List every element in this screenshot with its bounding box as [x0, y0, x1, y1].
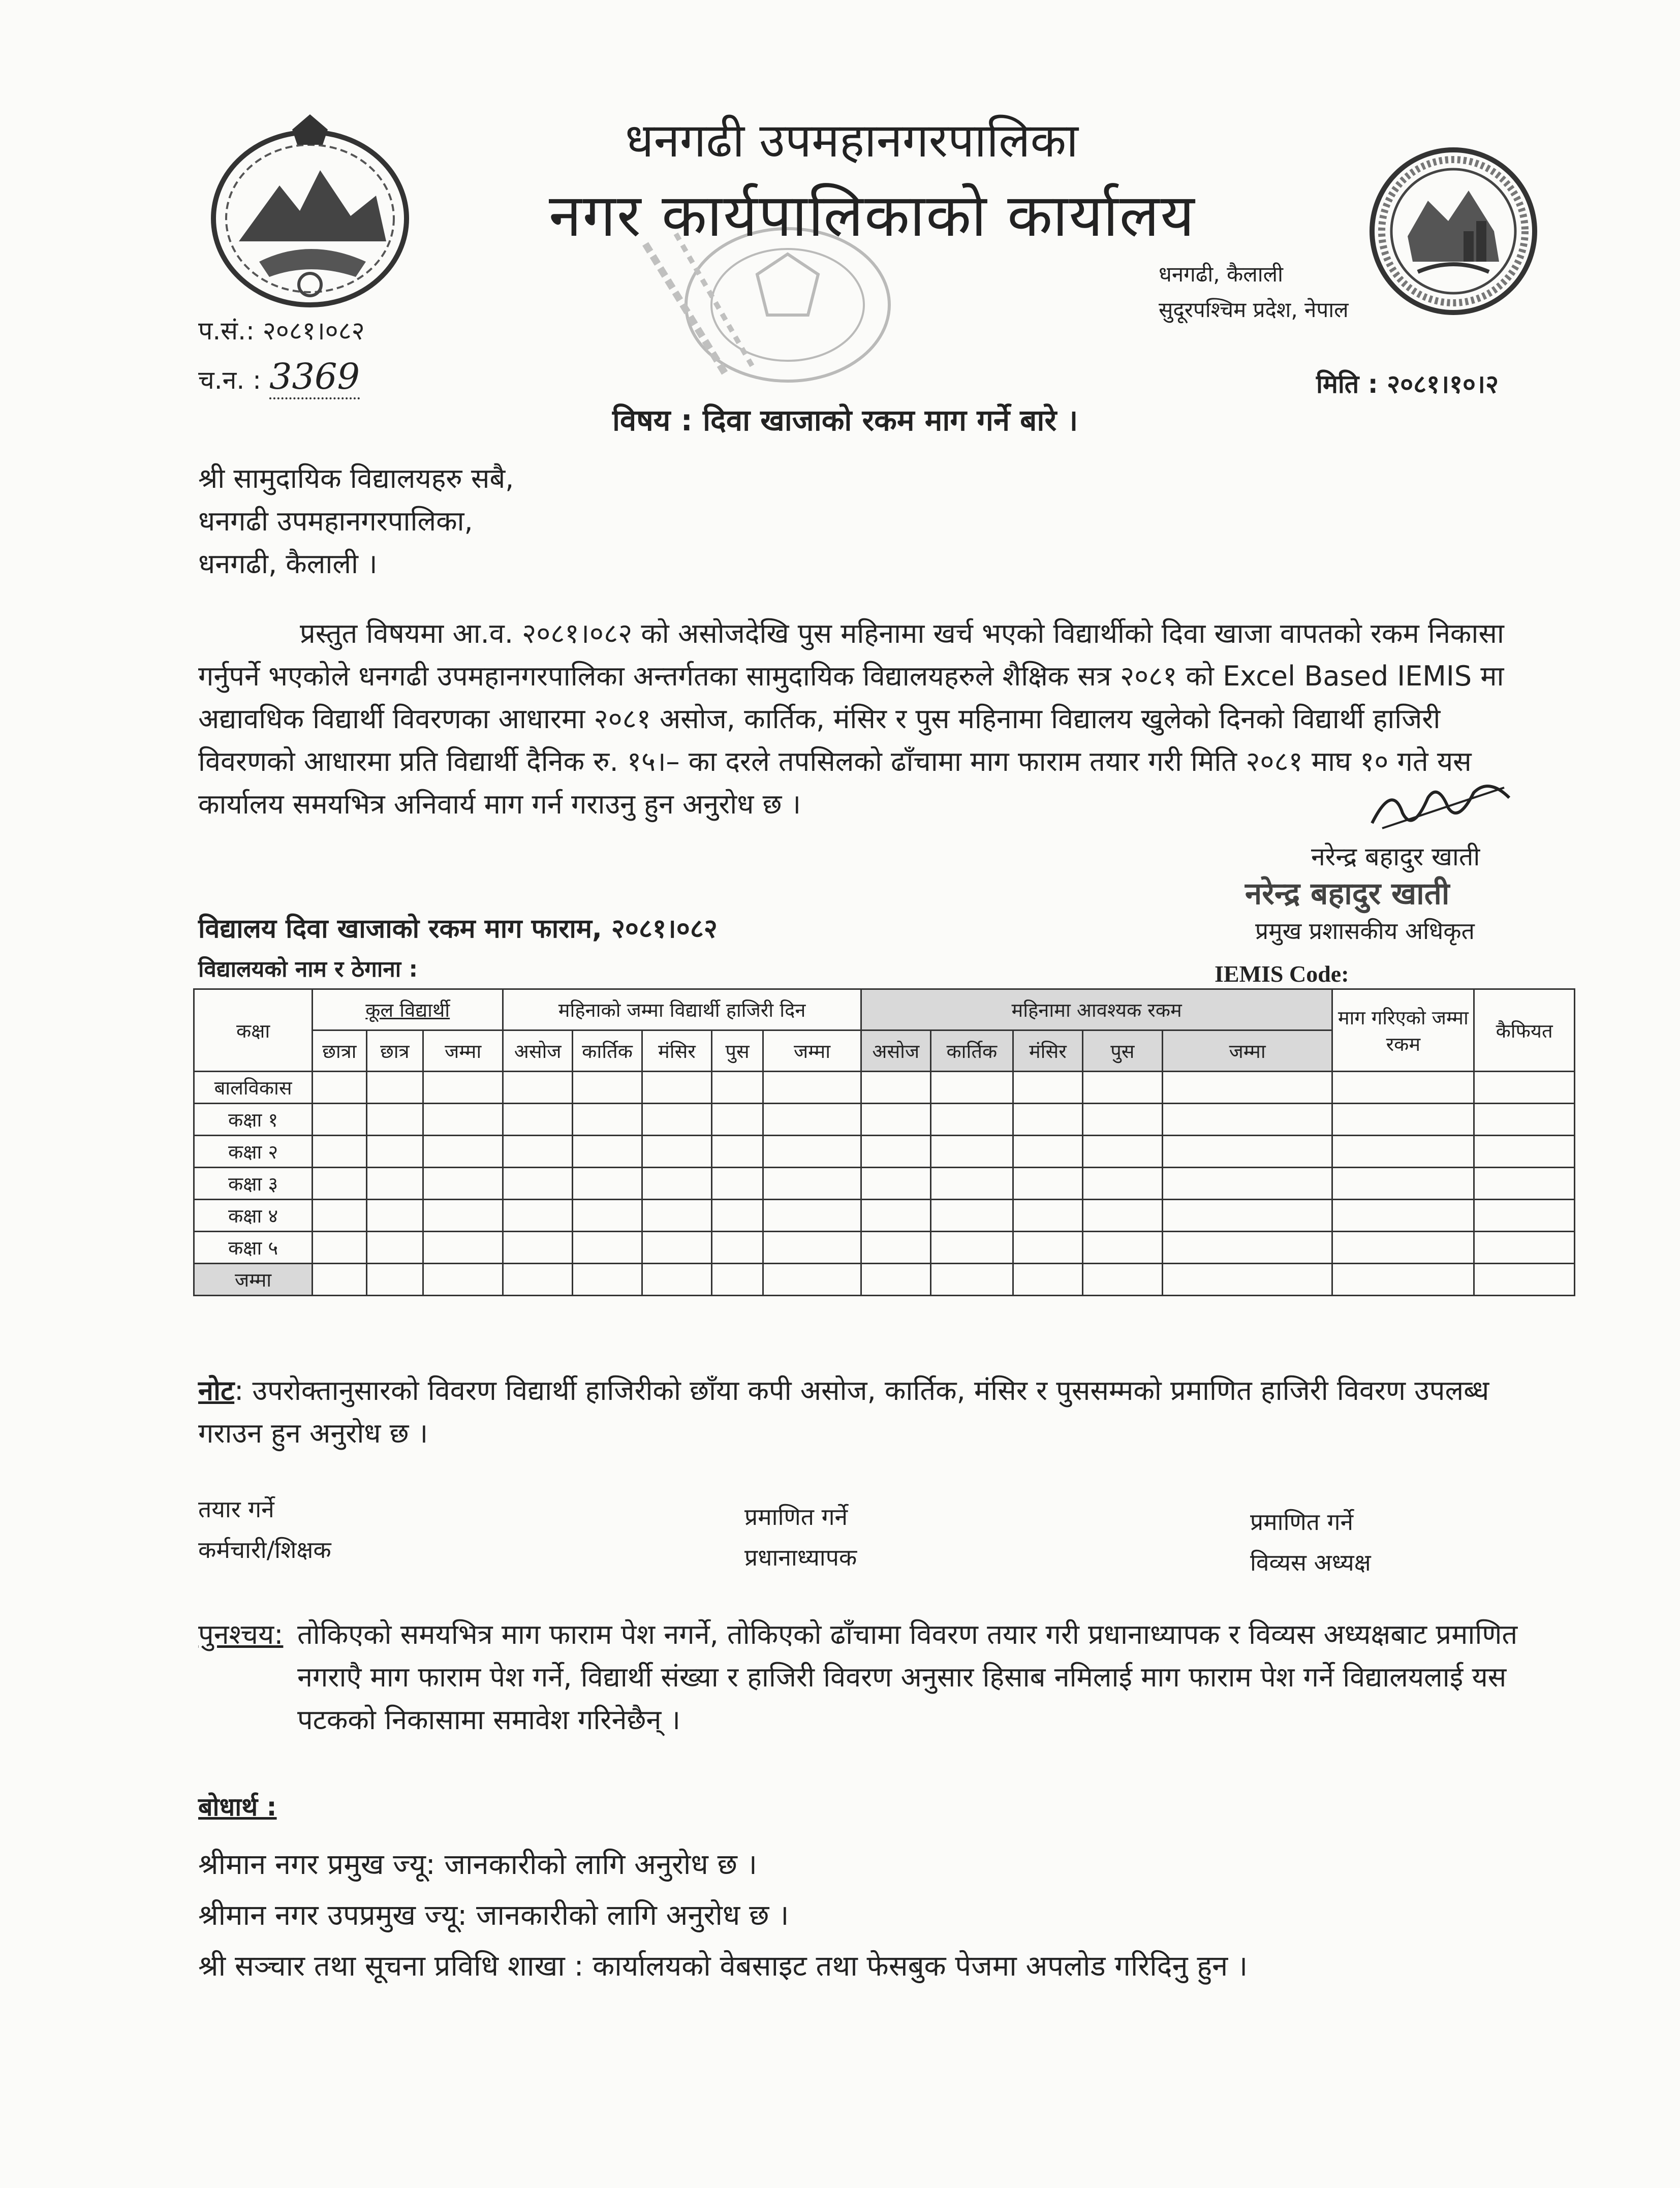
- recipient-block: [198, 457, 514, 585]
- header-required-amount: महिनामा आवश्यक रकम: [861, 989, 1332, 1030]
- note-block: [198, 1369, 1570, 1455]
- school-name-label: विद्यालयको नाम र ठेगाना :: [198, 956, 418, 982]
- body-line: विवरणको आधारमा प्रति विद्यार्थी दैनिक रु. १५।– का दरले तपसिलको ढाँचामा माग फाराम तयार गरी मिति २०८१ माघ १० गते यस: [198, 745, 1472, 777]
- body-line: प्रस्तुत विषयमा आ.व. २०८१।०८२ को असोजदेखि पुस महिनामा खर्च भएको विद्यार्थीको दिवा खाजा वापतको रकम निकासा: [300, 617, 1504, 649]
- note-label: नोट: [198, 1374, 235, 1406]
- postscript-block: [297, 1613, 1568, 1741]
- sign-block-smc-chair: [1250, 1502, 1371, 1583]
- cc-label: बोधार्थ :: [198, 1792, 277, 1822]
- header-demand-total: माग गरिएको जम्मा रकम: [1332, 989, 1474, 1072]
- subheader-asoj: असोज: [503, 1030, 573, 1072]
- subheader-mangsir: मंसिर: [642, 1030, 711, 1072]
- body-line: गर्नुपर्ने भएकोले धनगढी उपमहानगरपालिका अन्तर्गतका सामुदायिक विद्यालयहरुले शैक्षिक सत्र २०८१ को Excel Based IEMIS मा: [198, 660, 1504, 692]
- recipient-line: धनगढी उपमहानगरपालिका,: [198, 505, 473, 537]
- sign-title: विव्यस अध्यक्ष: [1250, 1549, 1371, 1576]
- header-attendance-days: महिनाको जम्मा विद्यार्थी हाजिरी दिन: [503, 989, 861, 1030]
- sign-role: तयार गर्ने: [198, 1495, 274, 1523]
- office-name: नगर कार्यपालिकाको कार्यालय: [549, 181, 1196, 250]
- address-line-1: धनगढी, कैलाली: [1159, 262, 1283, 287]
- address-line-2: सुदूरपश्चिम प्रदेश, नेपाल: [1159, 297, 1349, 322]
- row-label: कक्षा १: [194, 1104, 313, 1136]
- header-total-students: कूल विद्यार्थी: [313, 989, 503, 1030]
- header-class: कक्षा: [194, 989, 313, 1072]
- postscript-line: पटकको निकासामा समावेश गरिनेछैन् ।: [297, 1704, 680, 1736]
- subheader-poush: पुस: [711, 1030, 763, 1072]
- row-label: कक्षा ४: [194, 1200, 313, 1232]
- sign-block-headteacher: [744, 1496, 857, 1578]
- row-label: कक्षा ३: [194, 1168, 313, 1200]
- row-label-total: जम्मा: [194, 1264, 313, 1296]
- note-line: गराउन हुन अनुरोध छ ।: [198, 1417, 428, 1449]
- body-line: कार्यालय समयभित्र अनिवार्य माग गर्न गराउनु हुन अनुरोध छ ।: [198, 788, 801, 820]
- dispatch-number-handwritten: 3369: [269, 356, 360, 399]
- iemis-code-label: IEMIS Code:: [1215, 961, 1349, 987]
- signatory-title: प्रमुख प्रशासकीय अधिकृत: [1255, 917, 1475, 945]
- subheader-boys: छात्र: [366, 1030, 423, 1072]
- table-row: [194, 1072, 1575, 1104]
- postscript-line: नगराएै माग फाराम पेश गर्ने, विद्यार्थी संख्या र हाजिरी विवरण अनुसार हिसाब नमिलाई माग फाराम पेश गर्ने विद्यालयलाई यस: [297, 1661, 1507, 1693]
- sign-role: प्रमाणित गर्ने: [1250, 1508, 1354, 1536]
- municipality-logo-icon: [1367, 145, 1540, 318]
- subheader-girls: छात्रा: [313, 1030, 366, 1072]
- subheader-days-total: जम्मा: [763, 1030, 861, 1072]
- form-title: विद्यालय दिवा खाजाको रकम माग फाराम, २०८१।०८२: [198, 914, 718, 944]
- subheader-amount-total: जम्मा: [1162, 1030, 1332, 1072]
- demand-form-table: [193, 988, 1575, 1296]
- row-label: बालविकास: [194, 1072, 313, 1104]
- letter-date: मिति : २०८१।१०।२: [1316, 369, 1499, 399]
- subheader-total: जम्मा: [423, 1030, 503, 1072]
- recipient-line: धनगढी, कैलाली ।: [198, 548, 378, 580]
- subject-line: विषय : दिवा खाजाको रकम माग गर्ने बारे ।: [612, 403, 1078, 437]
- note-line: : उपरोक्तानुसारको विवरण विद्यार्थी हाजिरीको छाँया कपी असोज, कार्तिक, मंसिर र पुससम्मको प्रमाणित हाजिरी विवरण उपलब्ध: [234, 1374, 1489, 1406]
- row-label: कक्षा ५: [194, 1232, 313, 1264]
- signature-icon: [1362, 777, 1525, 838]
- table-row: [194, 1168, 1575, 1200]
- subheader-amount-asoj: असोज: [861, 1030, 930, 1072]
- cc-line: श्री सञ्चार तथा सूचना प्रविधि शाखा : कार्यालयको वेबसाइट तथा फेसबुक पेजमा अपलोड गरिदिनु हुन ।: [198, 1950, 1248, 1983]
- dispatch-label: च.न. :: [198, 365, 262, 395]
- header-remarks: कैफियत: [1474, 989, 1575, 1072]
- subheader-kartik: कार्तिक: [573, 1030, 642, 1072]
- signatory-name-stamp: नरेन्द्र बहादुर खाती: [1245, 876, 1450, 912]
- table-row-total: [194, 1264, 1575, 1296]
- cc-line: श्रीमान नगर उपप्रमुख ज्यू: जानकारीको लागि अनुरोध छ ।: [198, 1899, 789, 1932]
- table-row: [194, 1104, 1575, 1136]
- sign-title: प्रधानाध्यापक: [744, 1544, 857, 1571]
- recipient-line: श्री सामुदायिक विद्यालयहरु सबै,: [198, 462, 514, 494]
- postscript-label: पुनश्चय:: [198, 1618, 284, 1650]
- subheader-amount-mangsir: मंसिर: [1013, 1030, 1082, 1072]
- municipality-name: धनगढी उपमहानगरपालिका: [625, 113, 1078, 168]
- subheader-amount-poush: पुस: [1082, 1030, 1162, 1072]
- reference-number: प.सं.: २०८१।०८२: [198, 316, 365, 346]
- cc-line: श्रीमान नगर प्रमुख ज्यू: जानकारीको लागि अनुरोध छ ।: [198, 1848, 757, 1881]
- table-row: [194, 1232, 1575, 1264]
- table-row: [194, 1200, 1575, 1232]
- sign-title: कर्मचारी/शिक्षक: [198, 1536, 331, 1564]
- dispatch-number-row: [198, 356, 360, 397]
- row-label: कक्षा २: [194, 1136, 313, 1168]
- sign-role: प्रमाणित गर्ने: [744, 1503, 848, 1530]
- subheader-amount-kartik: कार्तिक: [930, 1030, 1013, 1072]
- body-line: अद्यावधिक विद्यार्थी विवरणका आधारमा २०८१ असोज, कार्तिक, मंसिर र पुस महिनामा विद्यालय खुलेको दिनको विद्यार्थी हाजिरी: [198, 703, 1441, 735]
- table-row: [194, 1136, 1575, 1168]
- postscript-line: तोकिएको समयभित्र माग फाराम पेश नगर्ने, तोकिएको ढाँचामा विवरण तयार गरी प्रधानाध्यापक र विव्यस अध्यक्षबाट प्रमाणित: [297, 1618, 1518, 1650]
- nepal-emblem-icon: [203, 109, 417, 312]
- cc-block: [198, 1839, 1248, 1992]
- sign-block-preparer: [198, 1489, 331, 1570]
- signatory-name: नरेन्द्र बहादुर खाती: [1311, 842, 1480, 871]
